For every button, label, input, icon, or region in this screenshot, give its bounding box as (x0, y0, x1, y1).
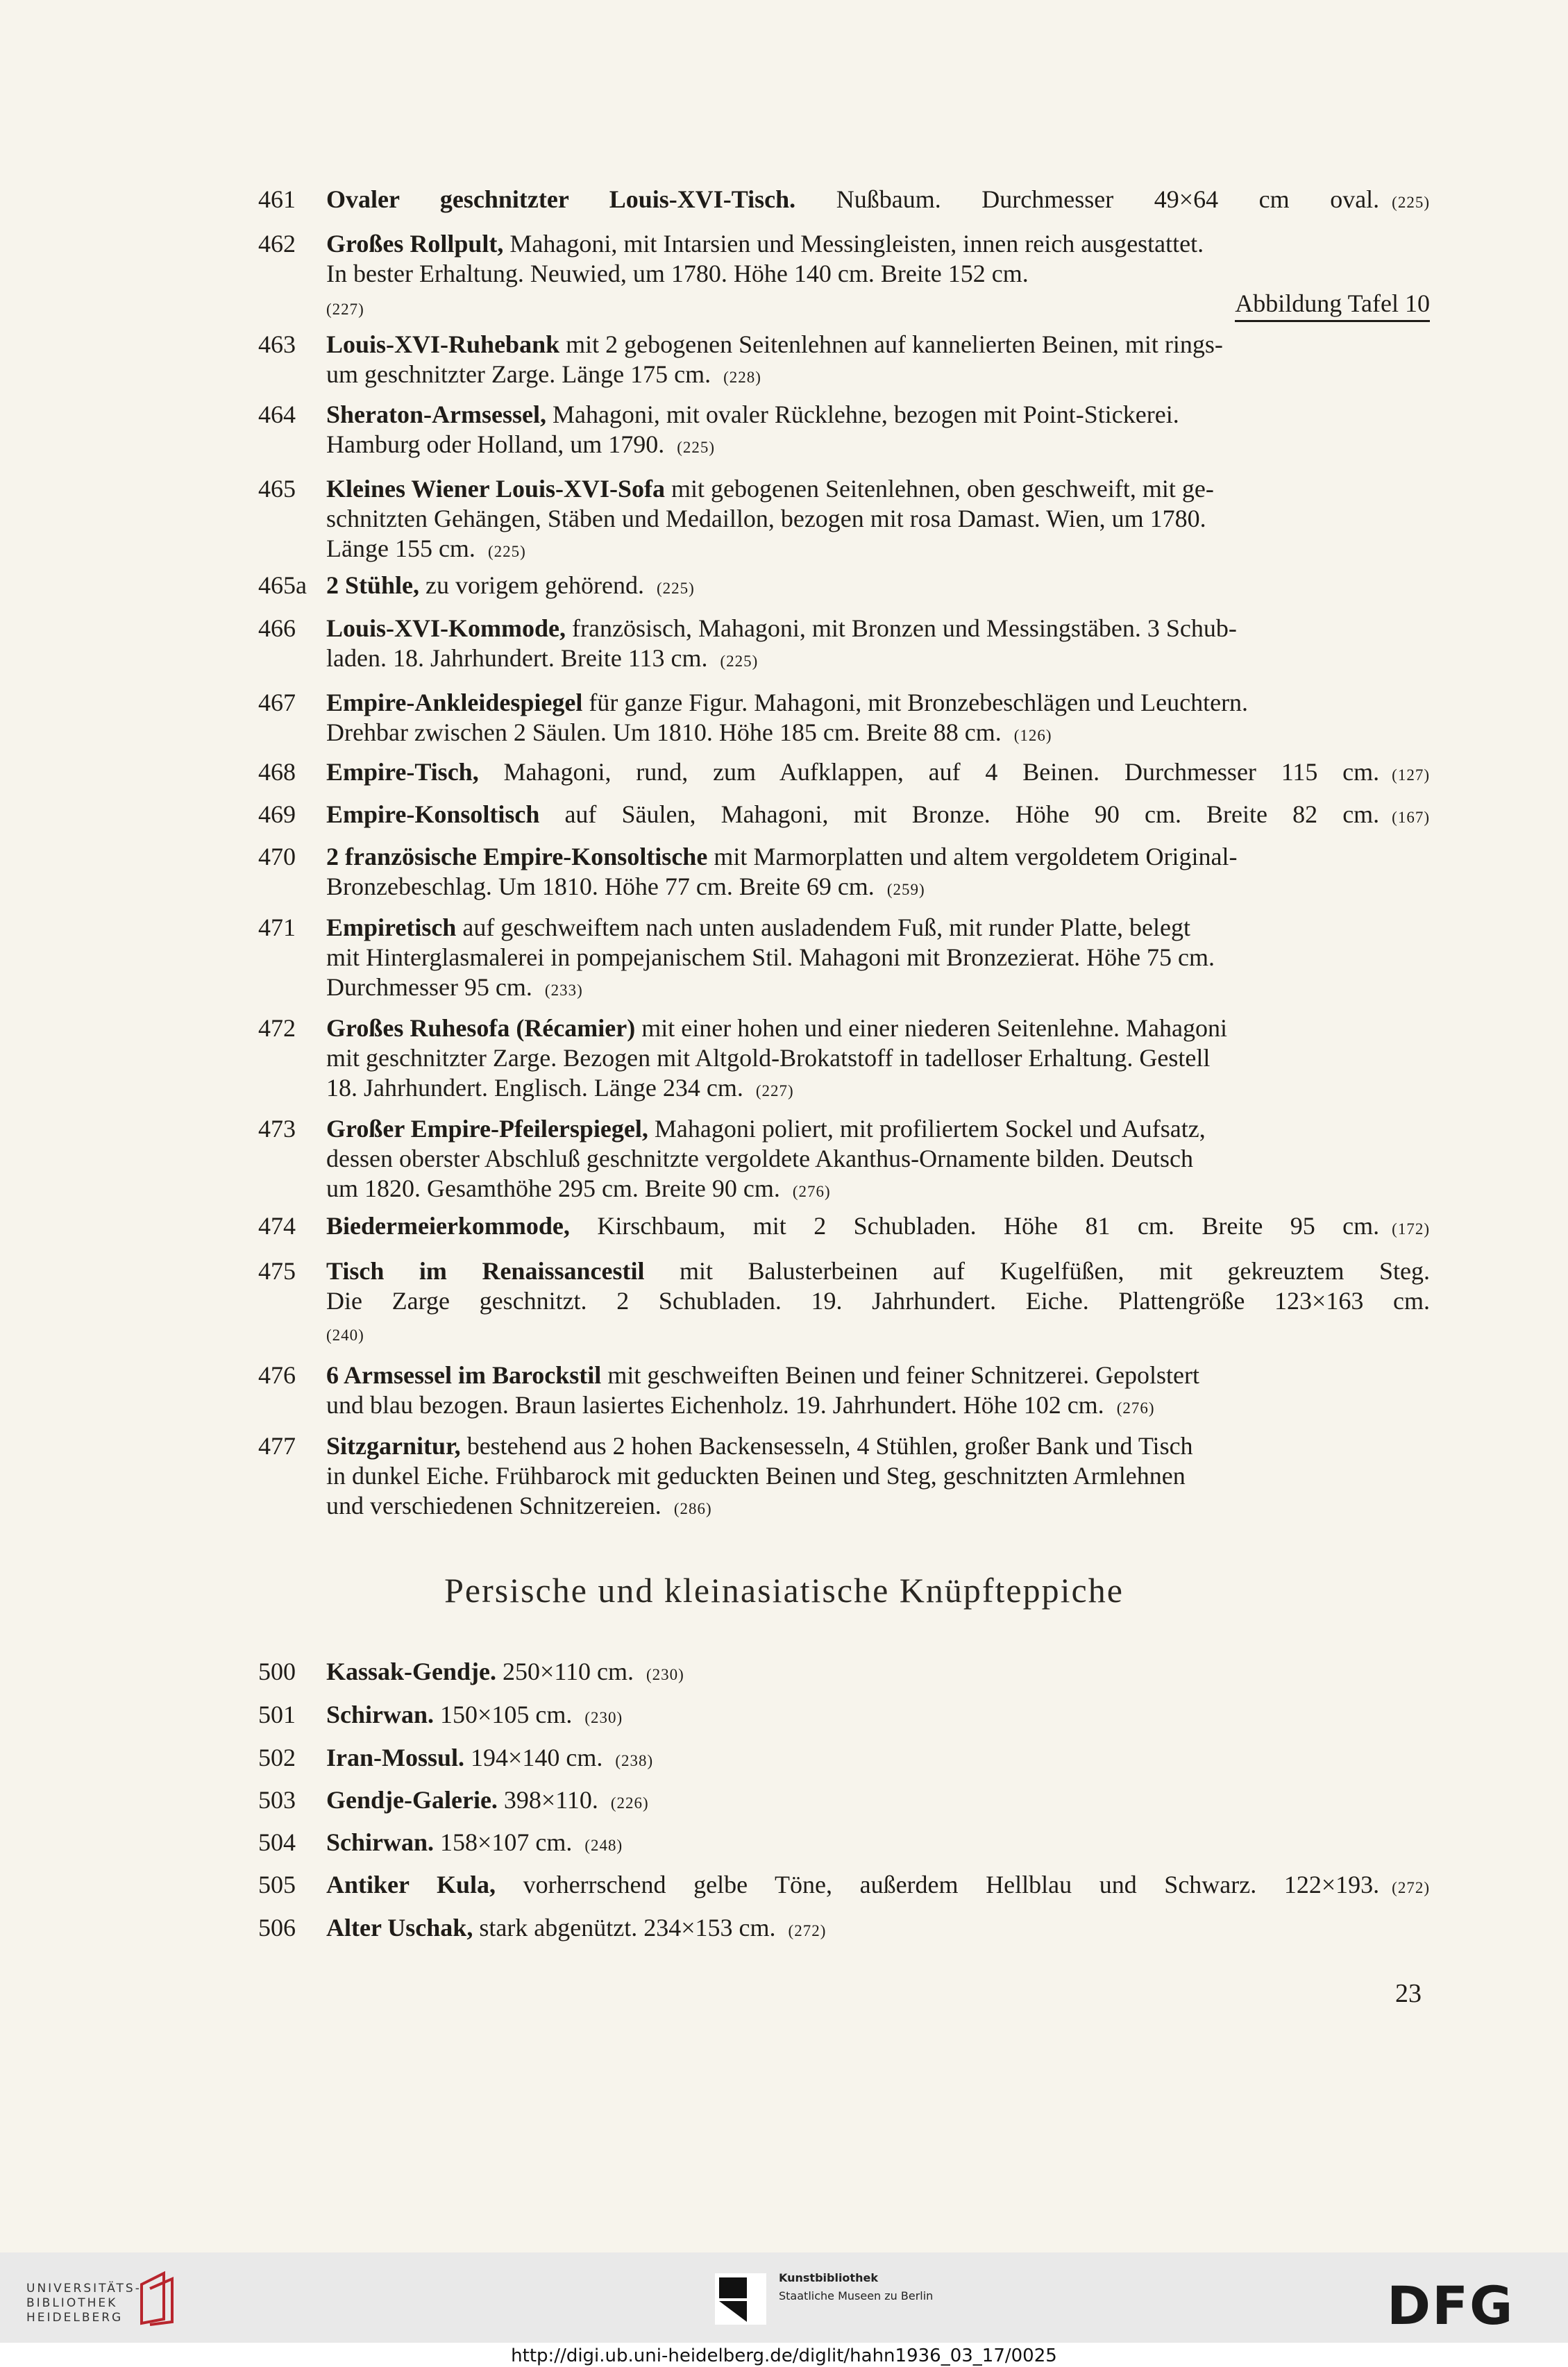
lot-number: 501 (258, 1701, 296, 1728)
entry-line: Mahagoni, rund, zum Aufklappen, auf 4 Beinen. Durchmesser 115 cm. (478, 758, 1380, 786)
entry-text (326, 1013, 1430, 1106)
provenance-ref: (225) (487, 543, 526, 560)
entry-title: Großes Ruhesofa (Récamier) (326, 1014, 636, 1042)
entry-text (326, 1743, 1430, 1776)
entry-line: auf geschweiftem nach unten ausladendem Fuß, mit runder Platte, belegt (456, 913, 1191, 941)
entry-line: und verschiedenen Schnitzereien. (326, 1492, 661, 1519)
ub-heidelberg-logo-icon (136, 2271, 185, 2326)
entry-title: Schirwan. (326, 1701, 435, 1728)
lot-number: 477 (258, 1432, 296, 1460)
entry-line: mit Balusterbeinen auf Kugelfüßen, mit gekreuztem Steg. (644, 1257, 1430, 1285)
entry-line: für ganze Figur. Mahagoni, mit Bronzebeschlägen und Leuchtern. (582, 689, 1249, 716)
permalink-url[interactable]: http://digi.ub.uni-heidelberg.de/diglit/hahn1936_03_17/0025 (511, 2345, 1057, 2366)
entry-title: Tisch im Renaissancestil (326, 1257, 645, 1285)
entry-line: mit 2 gebogenen Seitenlehnen auf kannelierten Beinen, mit rings- (559, 330, 1223, 358)
entry-title: Louis-XVI-Ruhebank (326, 330, 560, 358)
entry-text (326, 614, 1430, 676)
provenance-ref: (286) (673, 1500, 712, 1517)
entry-title: Kleines Wiener Louis-XVI-Sofa (326, 475, 666, 503)
entry-text (326, 1361, 1430, 1423)
entry-title: 6 Armsessel im Barockstil (326, 1361, 602, 1389)
entry-text (326, 913, 1430, 1005)
lot-number: 461 (258, 185, 296, 213)
section-heading: Persische und kleinasiatische Knüpfteppiche (444, 1571, 1124, 1610)
entry-text (326, 185, 1430, 217)
entry-title: Empiretisch (326, 913, 457, 941)
lot-number: 502 (258, 1744, 296, 1771)
entry-line: 398×110. (497, 1786, 598, 1814)
entry-text (326, 1828, 1430, 1860)
provenance-ref: (225) (720, 652, 759, 670)
provenance-ref: (227) (755, 1082, 794, 1100)
ub-line: UNIVERSITÄTS- (26, 2282, 142, 2296)
entry-line: schnitzten Gehängen, Stäben und Medaillon, bezogen mit rosa Damast. Wien, um 1780. (326, 505, 1206, 532)
entry-text (326, 1657, 1430, 1690)
entry-text (326, 229, 1430, 289)
entry-title: 2 französische Empire-Konsoltische (326, 843, 708, 870)
kb-name: Kunstbibliothek (779, 2271, 878, 2284)
entry-title: Antiker Kula, (326, 1871, 496, 1898)
entry-title: Kassak-Gendje. (326, 1658, 497, 1685)
provenance-ref: (227) (326, 301, 364, 318)
entry-title: Großer Empire-Pfeilerspiegel, (326, 1115, 648, 1143)
entry-line: Die Zarge geschnitzt. 2 Schubladen. 19. Jahrhundert. Eiche. Plattengröße 123×163 cm. (326, 1287, 1430, 1315)
entry-line: mit Hinterglasmalerei in pompejanischem Stil. Mahagoni mit Bronzezierat. Höhe 75 cm. (326, 943, 1215, 971)
lot-number: 468 (258, 758, 296, 786)
provenance-ref: (225) (677, 439, 716, 456)
entry-line: 158×107 cm. (434, 1828, 573, 1856)
entry-line: Nußbaum. Durchmesser 49×64 cm oval. (795, 185, 1380, 213)
lot-number: 473 (258, 1115, 296, 1143)
entry-line: 150×105 cm. (434, 1701, 573, 1728)
entry-line: auf Säulen, Mahagoni, mit Bronze. Höhe 90 cm. Breite 82 cm. (539, 800, 1380, 828)
footer (0, 2252, 1568, 2367)
entry-line: um 1820. Gesamthöhe 295 cm. Breite 90 cm. (326, 1174, 780, 1202)
entry-line: laden. 18. Jahrhundert. Breite 113 cm. (326, 644, 708, 672)
entry-text (326, 1211, 1430, 1244)
provenance-ref: (240) (326, 1326, 364, 1344)
entry-line: um geschnitzter Zarge. Länge 175 cm. (326, 360, 711, 388)
entry-text (326, 757, 1430, 790)
lot-number: 470 (258, 843, 296, 870)
provenance-ref: (272) (1392, 1879, 1430, 1896)
provenance-ref: (127) (1392, 766, 1430, 784)
lot-number: 466 (258, 614, 296, 642)
entry-text (326, 1785, 1430, 1818)
illustration-reference: Abbildung Tafel 10 (1235, 289, 1430, 322)
entry-title: 2 Stühle, (326, 571, 420, 599)
entry-title: Biedermeierkommode, (326, 1212, 570, 1240)
entry-line: mit gebogenen Seitenlehnen, oben geschweift, mit ge- (665, 475, 1214, 503)
provenance-ref: (226) (610, 1794, 649, 1812)
entry-title: Alter Uschak, (326, 1914, 473, 1941)
lot-number: 471 (258, 913, 296, 941)
entry-text (326, 1700, 1430, 1733)
lot-number: 462 (258, 230, 296, 258)
lot-number: 500 (258, 1658, 296, 1685)
provenance-ref: (228) (723, 369, 761, 386)
lot-number: 472 (258, 1014, 296, 1042)
entry-text (326, 571, 1430, 603)
entry-line: Bronzebeschlag. Um 1810. Höhe 77 cm. Breite 69 cm. (326, 873, 875, 900)
entry-line: mit einer hohen und einer niederen Seitenlehne. Mahagoni (635, 1014, 1227, 1042)
ub-line: BIBLIOTHEK (26, 2296, 118, 2310)
lot-number: 505 (258, 1871, 296, 1898)
ub-line: HEIDELBERG (26, 2311, 124, 2325)
provenance-ref: (225) (656, 580, 695, 597)
provenance-ref: (276) (1116, 1399, 1155, 1417)
provenance-ref: (233) (544, 982, 583, 999)
lot-number: 469 (258, 800, 296, 828)
entry-title: Empire-Tisch, (326, 758, 479, 786)
entry-text (326, 688, 1430, 750)
lot-number: 474 (258, 1212, 296, 1240)
entry-line: Mahagoni, mit ovaler Rücklehne, bezogen mit Point-Stickerei. (546, 401, 1179, 428)
entry-text (326, 474, 1430, 566)
entry-line: bestehend aus 2 hohen Backensesseln, 4 Stühlen, großer Bank und Tisch (460, 1432, 1193, 1460)
entry-line: mit Marmorplatten und altem vergoldetem Original- (707, 843, 1238, 870)
university-library-name (26, 2282, 142, 2325)
lot-number: 467 (258, 689, 296, 716)
entry-line: stark abgenützt. 234×153 cm. (473, 1914, 776, 1941)
entry-text (326, 330, 1430, 392)
entry-line: französisch, Mahagoni, mit Bronzen und Messingstäben. 3 Schub- (566, 614, 1237, 642)
kunstbibliothek-label (779, 2269, 933, 2305)
kunstbibliothek-logo-icon (715, 2273, 766, 2325)
kb-sub: Staatliche Museen zu Berlin (779, 2289, 934, 2302)
entry-line: mit geschnitzter Zarge. Bezogen mit Altgold-Brokatstoff in tadelloser Erhaltung. Gestell (326, 1044, 1211, 1072)
entry-line: 194×140 cm. (464, 1744, 603, 1771)
lot-number: 503 (258, 1786, 296, 1814)
entry-line: 18. Jahrhundert. Englisch. Länge 234 cm. (326, 1074, 743, 1102)
entry-line: Durchmesser 95 cm. (326, 973, 532, 1001)
lot-number: 506 (258, 1914, 296, 1941)
entry-title: Ovaler geschnitzter Louis-XVI-Tisch. (326, 185, 796, 213)
entry-line: in dunkel Eiche. Frühbarock mit geduckten Beinen und Steg, geschnitzten Armlehnen (326, 1462, 1186, 1490)
entry-text (326, 1114, 1430, 1206)
provenance-ref: (167) (1392, 809, 1430, 826)
entry-line: mit geschweiften Beinen und feiner Schnitzerei. Gepolstert (601, 1361, 1200, 1389)
provenance-ref: (230) (584, 1709, 623, 1726)
entry-text (326, 1913, 1430, 1946)
provenance-ref: (172) (1392, 1220, 1430, 1238)
entry-line: 250×110 cm. (496, 1658, 634, 1685)
entry-title: Louis-XVI-Kommode, (326, 614, 566, 642)
entry-text (326, 842, 1430, 904)
entry-line: Kirschbaum, mit 2 Schubladen. Höhe 81 cm. Breite 95 cm. (569, 1212, 1380, 1240)
lot-number: 464 (258, 401, 296, 428)
entry-text (326, 800, 1430, 832)
dfg-logo: DFG (1387, 2275, 1515, 2336)
lot-number: 465 (258, 475, 296, 503)
provenance-ref: (259) (886, 881, 925, 898)
entry-text (326, 1256, 1430, 1316)
entry-line: Mahagoni, mit Intarsien und Messingleisten, innen reich ausgestattet. (503, 230, 1204, 258)
entry-text (326, 1431, 1430, 1524)
entry-text (326, 1870, 1430, 1903)
entry-line: Mahagoni poliert, mit profiliertem Sockel und Aufsatz, (648, 1115, 1206, 1143)
entry-line: zu vorigem gehörend. (419, 571, 644, 599)
entry-title: Schirwan. (326, 1828, 435, 1856)
provenance-ref: (272) (788, 1922, 827, 1939)
entry-title: Gendje-Galerie. (326, 1786, 498, 1814)
entry-line: und blau bezogen. Braun lasiertes Eichenholz. 19. Jahrhundert. Höhe 102 cm. (326, 1391, 1104, 1419)
lot-number: 463 (258, 330, 296, 358)
entry-line: Hamburg oder Holland, um 1790. (326, 430, 665, 458)
lot-number: 504 (258, 1828, 296, 1856)
entry-line: Länge 155 cm. (326, 534, 475, 562)
entry-text (326, 400, 1430, 462)
entry-line: Drehbar zwischen 2 Säulen. Um 1810. Höhe 185 cm. Breite 88 cm. (326, 718, 1002, 746)
entry-title: Iran-Mossul. (326, 1744, 465, 1771)
provenance-ref: (230) (646, 1666, 684, 1683)
entry-line: dessen oberster Abschluß geschnitzte vergoldete Akanthus-Ornamente bilden. Deutsch (326, 1145, 1193, 1172)
entry-line: In bester Erhaltung. Neuwied, um 1780. Höhe 140 cm. Breite 152 cm. (326, 260, 1029, 287)
lot-number: 476 (258, 1361, 296, 1389)
entry-title: Sitzgarnitur, (326, 1432, 461, 1460)
page-number: 23 (1395, 1979, 1422, 2008)
entry-title: Empire-Konsoltisch (326, 800, 540, 828)
provenance-ref: (238) (615, 1752, 654, 1769)
provenance-ref: (248) (584, 1837, 623, 1854)
provenance-ref: (126) (1013, 727, 1052, 744)
entry-title: Großes Rollpult, (326, 230, 504, 258)
provenance-ref: (225) (1392, 194, 1430, 211)
lot-number: 465a (258, 571, 307, 599)
entry-line: vorherrschend gelbe Töne, außerdem Hellblau und Schwarz. 122×193. (495, 1871, 1380, 1898)
provenance-ref: (276) (792, 1183, 831, 1200)
lot-number: 475 (258, 1257, 296, 1285)
entry-title: Empire-Ankleidespiegel (326, 689, 583, 716)
entry-title: Sheraton-Armsessel, (326, 401, 546, 428)
